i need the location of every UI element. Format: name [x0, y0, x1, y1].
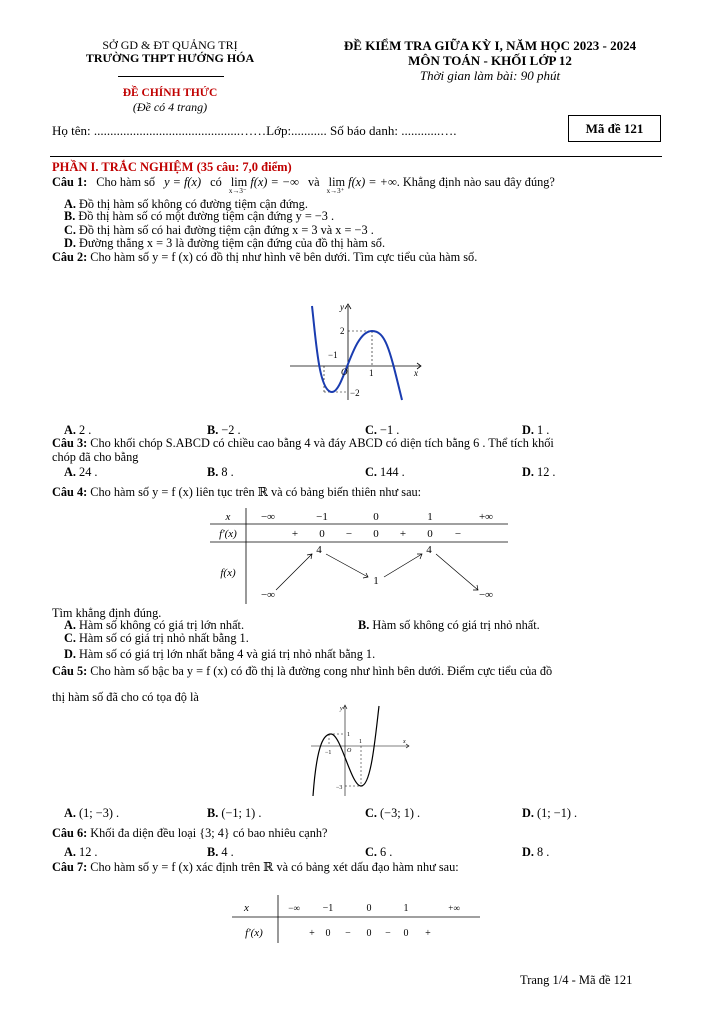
option-text: Đồ thị hàm số không có đường tiệm cận đứng. [79, 197, 308, 211]
q6-option-c[interactable] [365, 845, 392, 860]
exam-code-box [568, 115, 661, 142]
pages-note: (Đề có 4 trang) [132, 100, 208, 114]
tick-1-y: 1 [347, 732, 350, 738]
option-text: (−3; 1) . [380, 806, 421, 820]
fp-sign: + [291, 528, 299, 540]
option-text: 1 . [537, 423, 550, 437]
school-name: TRƯỜNG THPT HƯỚNG HÓA [85, 51, 255, 65]
option-key: B. [207, 806, 219, 820]
q3-option-c[interactable] [365, 465, 405, 480]
f-value: 1 [373, 575, 379, 587]
option-key: D. [522, 423, 534, 437]
q2-graph [286, 296, 426, 406]
tick-neg2: −2 [350, 388, 360, 398]
q2-text: Cho hàm số y = f (x) có đồ thị như hình vẽ bên dưới. Tìm cực tiểu của hàm số. [90, 250, 478, 264]
option-text: (−1; 1) . [221, 806, 262, 820]
q7-sign-table [232, 893, 482, 945]
lim-sub: x→3⁻ [228, 187, 247, 195]
option-key: B. [207, 465, 219, 479]
q4-stem [52, 485, 421, 500]
header-divider [118, 76, 224, 77]
q2-curve [312, 306, 402, 400]
q1-option-b[interactable] [64, 209, 334, 224]
x-value: +∞ [448, 903, 460, 913]
q3-option-b[interactable] [207, 465, 234, 480]
q5-stem-line1 [52, 664, 552, 679]
page-footer: Trang 1/4 - Mã đề 121 [520, 973, 633, 987]
fp-sign: 0 [319, 528, 325, 540]
option-text: 12 . [79, 845, 98, 859]
option-text: Hàm số không có giá trị nhỏ nhất. [372, 618, 540, 632]
q5-graph [305, 700, 415, 800]
row-f-label: f(x) [220, 567, 236, 579]
x-value: 0 [373, 511, 379, 523]
q1-limit-2-value: f(x) = +∞ [348, 175, 397, 189]
exam-subject: MÔN TOÁN - KHỐI LỚP 12 [408, 53, 572, 68]
option-text: 8 . [537, 845, 550, 859]
x-value: +∞ [478, 511, 494, 523]
option-key: C. [365, 845, 377, 859]
q1-question: . Khẳng định nào sau đây đúng? [396, 175, 555, 189]
option-text: 6 . [380, 845, 393, 859]
q3-option-a[interactable] [64, 465, 98, 480]
arrow-up [276, 554, 312, 590]
fp-sign: + [399, 528, 407, 540]
q3-text: Cho khối chóp S.ABCD có chiều cao bằng 4 và đáy ABCD có diện tích bằng 6 . Thể tích khối [90, 436, 554, 450]
x-value: 0 [366, 903, 372, 914]
x-label: x [414, 368, 418, 378]
q4-variation-table [210, 506, 510, 606]
q4-prompt: Tìm khẳng định đúng. [52, 606, 162, 620]
q5-curve [313, 706, 379, 796]
option-text: Đồ thị hàm số có một đường tiệm cận đứng y = −3 . [78, 209, 335, 223]
q4-label: Câu 4: [52, 485, 88, 499]
fp-sign: 0 [373, 528, 379, 540]
option-key: B. [358, 618, 370, 632]
tick-1: 1 [369, 368, 374, 378]
option-key: C. [365, 806, 377, 820]
option-text: (1; −1) . [537, 806, 578, 820]
q1-and: và [307, 175, 320, 189]
arrow-up [384, 554, 422, 577]
lim-sub: x→3⁺ [326, 187, 345, 195]
q6-text: Khối đa diện đều loại {3; 4} có bao nhiêu cạnh? [90, 826, 328, 840]
q5-label: Câu 5: [52, 664, 88, 678]
option-text: 4 . [221, 845, 234, 859]
option-key: A. [64, 845, 76, 859]
option-key: C. [365, 465, 377, 479]
tick-neg1: −1 [325, 750, 332, 756]
row-fp-label: f′(x) [245, 927, 263, 939]
q5-option-c[interactable] [365, 806, 420, 821]
q4-option-b[interactable] [358, 618, 540, 633]
option-text: −2 . [221, 423, 241, 437]
arrow-down [436, 554, 478, 590]
fp-sign: − [345, 928, 351, 939]
q5-text: Cho hàm số bậc ba y = f (x) có đồ thị là đường cong như hình bên dưới. Điểm cực tiểu của đồ [90, 664, 553, 678]
fp-sign: − [345, 528, 353, 540]
q3-label: Câu 3: [52, 436, 88, 450]
q1-option-d[interactable] [64, 236, 385, 251]
option-key: B. [64, 209, 76, 223]
option-key: D. [522, 845, 534, 859]
q7-text: Cho hàm số y = f (x) xác định trên ℝ và có bảng xét dấu đạo hàm như sau: [90, 860, 459, 874]
fp-sign: 0 [366, 928, 372, 939]
option-key: D. [64, 236, 76, 250]
x-value: −1 [322, 903, 334, 914]
f-value: −∞ [478, 589, 494, 601]
student-info-line: Họ tên: .............................................……Lớp:........... Số báo danh: ............…. [52, 123, 457, 138]
q2-label: Câu 2: [52, 250, 88, 264]
option-key: C. [64, 631, 76, 645]
x-value: −∞ [288, 903, 300, 913]
fp-sign: 0 [325, 928, 331, 939]
fp-sign: + [309, 928, 315, 939]
f-value: −∞ [260, 589, 276, 601]
option-key: A. [64, 423, 76, 437]
option-text: Hàm số có giá trị nhỏ nhất bằng 1. [79, 631, 249, 645]
q3-stem-line1 [52, 436, 554, 451]
x-value: −1 [316, 511, 328, 523]
f-value: 4 [316, 544, 322, 556]
lim-word: lim [230, 175, 248, 189]
q1-stem [52, 175, 555, 195]
q3-stem-line2: chóp đã cho bằng [52, 450, 139, 464]
q1-limit-2 [326, 175, 346, 195]
q1-label: Câu 1: [52, 175, 88, 189]
q4-option-c[interactable] [64, 631, 249, 646]
origin-label: O [341, 367, 348, 377]
q2-stem [52, 250, 477, 265]
option-key: D. [64, 647, 76, 661]
tick-neg3: −3 [336, 785, 343, 791]
row-x-label: x [244, 902, 249, 914]
q5-option-a[interactable] [64, 806, 119, 821]
fp-sign: + [425, 928, 431, 939]
option-text: Đường thẳng x = 3 là đường tiệm cận đứng của đồ thị hàm số. [79, 236, 386, 250]
x-value: −∞ [260, 511, 276, 523]
fp-sign: − [454, 528, 462, 540]
option-text: Hàm số có giá trị lớn nhất bằng 4 và giá trị nhỏ nhất bằng 1. [79, 647, 376, 661]
x-value: 1 [403, 903, 409, 914]
q4-option-d[interactable] [64, 647, 375, 662]
q6-option-b[interactable] [207, 845, 234, 860]
option-text: 24 . [79, 465, 98, 479]
q6-option-d[interactable] [522, 845, 549, 860]
x-value: 1 [427, 511, 433, 523]
option-key: A. [64, 465, 76, 479]
fp-sign: − [385, 928, 391, 939]
row-fp-label: f′(x) [219, 528, 237, 540]
official-label: ĐỀ CHÍNH THỨC [122, 87, 218, 99]
q1-limit-1-value: f(x) = −∞ [250, 175, 299, 189]
q5-option-d[interactable] [522, 806, 577, 821]
q1-function: y = f(x) [164, 175, 202, 189]
option-text: Đồ thị hàm số có hai đường tiệm cận đứng x = 3 và x = −3 . [79, 223, 374, 237]
tick-1-x: 1 [359, 739, 362, 745]
origin-label: O [347, 748, 352, 754]
option-text: 144 . [380, 465, 405, 479]
option-key: B. [207, 423, 219, 437]
q6-option-a[interactable] [64, 845, 98, 860]
q4-text: Cho hàm số y = f (x) liên tục trên ℝ và có bảng biến thiên như sau: [90, 485, 422, 499]
q1-stem-text: Cho hàm số [96, 175, 156, 189]
fp-sign: 0 [427, 528, 433, 540]
exam-code: Mã đề 121 [585, 121, 644, 136]
lim-word: lim [328, 175, 346, 189]
school-dept: SỞ GD & ĐT QUẢNG TRỊ [102, 38, 238, 52]
y-label: y [340, 302, 344, 312]
x-label: x [403, 739, 406, 745]
section-title: PHẦN I. TRẮC NGHIỆM (35 câu: 7,0 điểm) [52, 160, 292, 174]
option-key: B. [207, 845, 219, 859]
q5-option-b[interactable] [207, 806, 261, 821]
f-value: 4 [426, 544, 432, 556]
option-key: C. [64, 223, 76, 237]
option-key: D. [522, 806, 534, 820]
option-key: D. [522, 465, 534, 479]
option-key: A. [64, 197, 76, 211]
arrow-down [326, 554, 368, 577]
option-text: Hàm số không có giá trị lớn nhất. [79, 618, 245, 632]
q6-label: Câu 6: [52, 826, 88, 840]
q3-option-d[interactable] [522, 465, 556, 480]
option-text: 2 . [79, 423, 92, 437]
q7-stem [52, 860, 459, 875]
y-label: y [340, 706, 343, 712]
exam-duration: Thời gian làm bài: 90 phút [419, 68, 561, 83]
row-x-label: x [225, 511, 231, 523]
exam-title: ĐỀ KIỂM TRA GIỮA KỲ I, NĂM HỌC 2023 - 2024 [343, 38, 637, 53]
option-text: (1; −3) . [79, 806, 120, 820]
option-key: A. [64, 618, 76, 632]
tick-neg1: −1 [328, 350, 338, 360]
q5-stem-line2: thị hàm số đã cho có tọa độ là [52, 690, 199, 704]
header-bottom-rule [50, 156, 662, 157]
option-text: 12 . [537, 465, 556, 479]
q7-label: Câu 7: [52, 860, 88, 874]
q1-stem-co: có [210, 175, 222, 189]
q6-stem [52, 826, 327, 841]
option-key: A. [64, 806, 76, 820]
option-text: 8 . [221, 465, 234, 479]
tick-2: 2 [340, 326, 345, 336]
q1-limit-1 [228, 175, 248, 195]
option-key: C. [365, 423, 377, 437]
option-text: −1 . [380, 423, 400, 437]
fp-sign: 0 [403, 928, 409, 939]
